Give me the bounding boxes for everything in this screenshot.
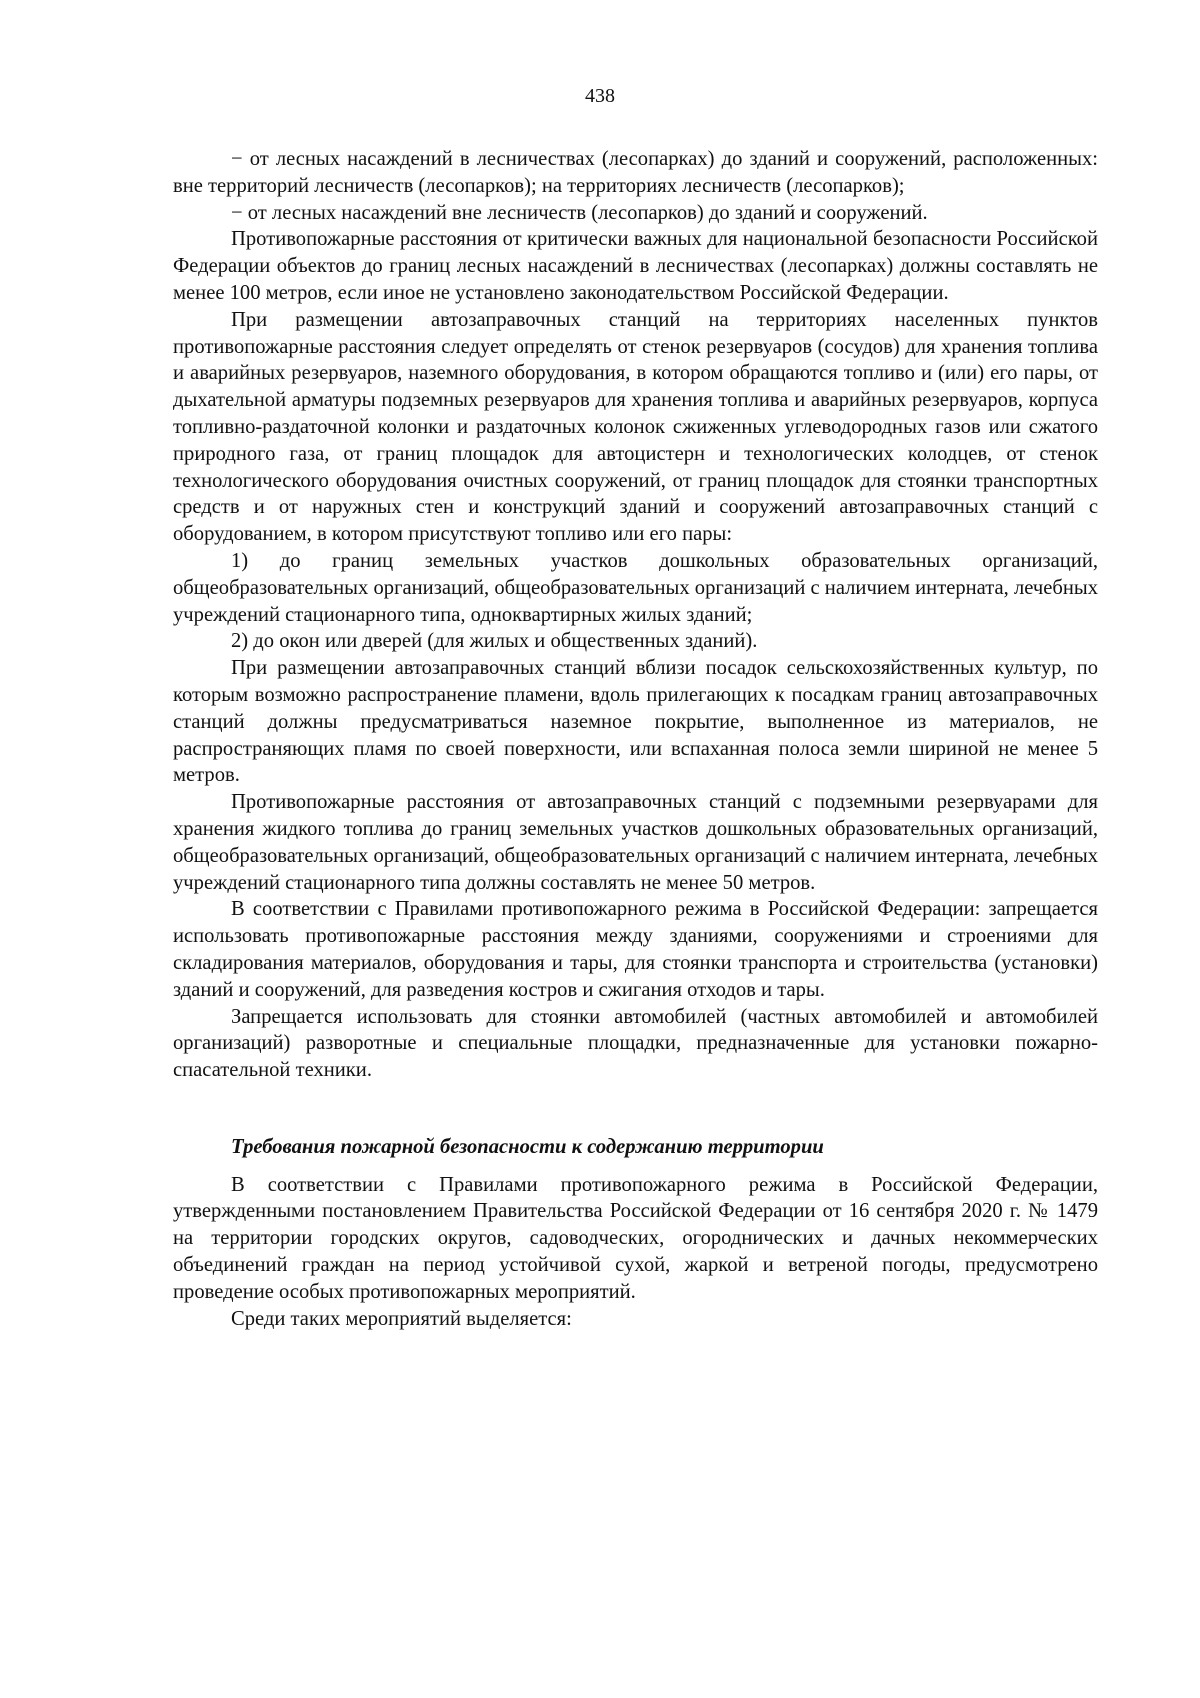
list-item-windows-doors: 2) до окон или дверей (для жилых и общественных зданий). bbox=[231, 630, 758, 653]
paragraph-underground-tanks-distance: Противопожарные расстояния от автозаправочных станций с подземными резервуарами для хранения жидкого топлива до границ земельных участков дошкольных образовательных организаций, общеобразовательных организаций, общеобразовательных организаций с наличием интерната, лечебных учреждений стационарного типа должны составлять не менее 50 метров. bbox=[173, 791, 1098, 894]
paragraph-forest-plantings-outside-forestry: − от лесных насаждений вне лесничеств (лесопарков) до зданий и сооружений. bbox=[231, 201, 928, 224]
paragraph-agricultural-crops: При размещении автозаправочных станций вблизи посадок сельскохозяйственных культур, по которым возможно распространение пламени, вдоль прилегающих к посадкам границ автозаправочных станций должны предусматриваться наземное покрытие, выполненное из материалов, не распространяющих пламя по своей поверхности, или вспаханная полоса земли шириной не менее 5 метров. bbox=[173, 657, 1098, 787]
section-heading: Требования пожарной безопасности к содержанию территории bbox=[231, 1135, 824, 1158]
paragraph-fire-regime-rules: В соответствии с Правилами противопожарного режима в Российской Федерации: запрещается использовать противопожарные расстояния между зданиями, сооружениями и строениями для складирования материалов, оборудования и тары, для стоянки транспорта и строительства (установки) зданий и сооружений, для разведения костров и сжигания отходов и тары. bbox=[173, 898, 1098, 1001]
paragraph-resolution-1479: В соответствии с Правилами противопожарного режима в Российской Федерации, утвержденными постановлением Правительства Российской Федерации от 16 сентября 2020 г. № 1479 на территории городских округов, садоводческих, огороднических и дачных некоммерческих объединений граждан на период устойчивой сухой, жаркой и ветреной погоды, предусмотрено проведение особых противопожарных мероприятий. bbox=[173, 1173, 1098, 1303]
list-item-land-plot-boundaries: 1) до границ земельных участков дошкольных образовательных организаций, общеобразовательных организаций, общеобразовательных организаций с наличием интерната, лечебных учреждений стационарного типа, одноквартирных жилых зданий; bbox=[173, 549, 1098, 626]
paragraph-forest-plantings-in-forestry: − от лесных насаждений в лесничествах (лесопарках) до зданий и сооружений, расположенных: вне территорий лесничеств (лесопарков); на территориях лесничеств (лесопарков); bbox=[173, 148, 1098, 197]
paragraph-parking-prohibition: Запрещается использовать для стоянки автомобилей (частных автомобилей и автомобилей организаций) разворотные и специальные площадки, предназначенные для установки пожарно-спасательной техники. bbox=[173, 1005, 1098, 1082]
page-content bbox=[173, 146, 1098, 1332]
paragraph-gas-stations-distances: При размещении автозаправочных станций на территориях населенных пунктов противопожарные расстояния следует определять от стенок резервуаров (сосудов) для хранения топлива и аварийных резервуаров, наземного оборудования, в котором обращаются топливо и (или) его пары, от дыхательной арматуры подземных резервуаров для хранения топлива и аварийных резервуаров, корпуса топливно-раздаточной колонки и раздаточных колонок сжиженных углеводородных газов или сжатого природного газа, от границ площадок для автоцистерн и технологических колодцев, от стенок технологического оборудования очистных сооружений, от границ площадок для стоянки транспортных средств и от наружных стен и конструкций зданий и сооружений автозаправочных станций с оборудованием, в котором присутствуют топливо или его пары: bbox=[173, 308, 1098, 546]
page-number: 438 bbox=[585, 85, 615, 107]
paragraph-measures-intro: Среди таких мероприятий выделяется: bbox=[231, 1307, 572, 1330]
paragraph-critical-objects-distance: Противопожарные расстояния от критически важных для национальной безопасности Российской Федерации объектов до границ лесных насаждений в лесничествах (лесопарках) должны составлять не менее 100 метров, если иное не установлено законодательством Российской Федерации. bbox=[173, 228, 1098, 304]
